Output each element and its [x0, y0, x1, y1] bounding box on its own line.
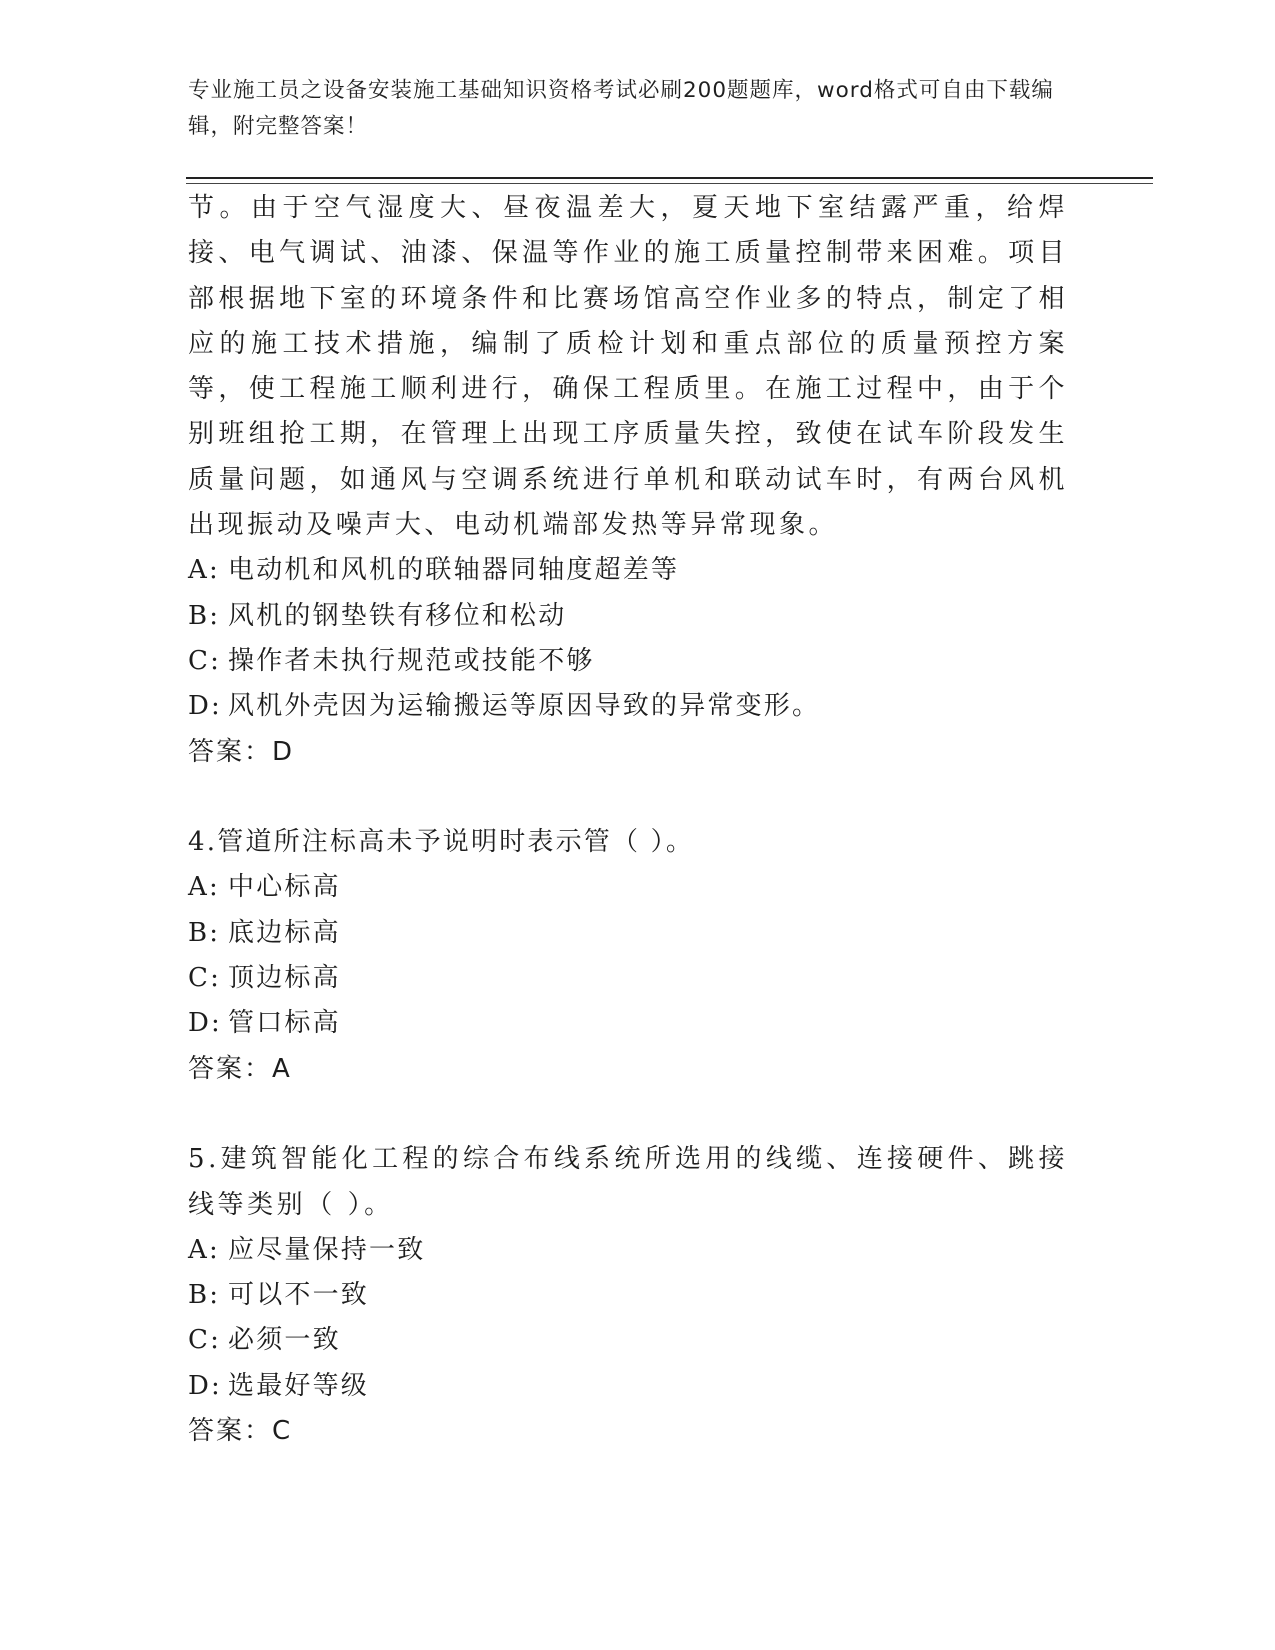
option-d	[188, 684, 1068, 729]
option-letter: D:	[188, 1370, 223, 1401]
document-header: 专业施工员之设备安装施工基础知识资格考试必刷200题题库，word格式可自由下载编辑，附完整答案！	[188, 78, 1054, 139]
option-text: 操作者未执行规范或技能不够	[228, 645, 595, 676]
option-text: 管口标高	[228, 1008, 341, 1039]
option-d	[188, 1001, 1068, 1046]
header-rule-thin	[186, 183, 1153, 184]
header-rule-thick	[186, 177, 1153, 179]
document-body	[188, 186, 1068, 1454]
option-text: 顶边标高	[228, 963, 341, 994]
option-letter: A:	[188, 555, 220, 586]
option-b	[188, 911, 1068, 956]
option-a	[188, 548, 1068, 593]
question-3-text: 节。由于空气湿度大、昼夜温差大，夏天地下室结露严重，给焊接、电气调试、油漆、保温等作业的施工质量控制带来困难。项目部根据地下室的环境条件和比赛场馆高空作业多的特点，制定了相应的施工技术措施，编制了质检计划和重点部位的质量预控方案等，使工程施工顺利进行，确保工程质里。在施工过程中，由于个别班组抢工期，在管理上出现工序质量失控，致使在试车阶段发生质量问题，如通风与空调系统进行单机和联动试车时，有两台风机出现振动及噪声大、电动机端部发热等异常现象。	[188, 193, 1068, 541]
option-text: 可以不一致	[228, 1280, 370, 1311]
option-a	[188, 1228, 1068, 1273]
option-letter: D:	[188, 691, 223, 722]
option-text: 风机外壳因为运输搬运等原因导致的异常变形。	[228, 691, 821, 722]
option-a	[188, 865, 1068, 910]
option-letter: B:	[188, 917, 221, 948]
option-letter: B:	[188, 600, 221, 631]
answer-5: 答案：C	[188, 1416, 293, 1447]
option-text: 风机的钢垫铁有移位和松动	[228, 600, 567, 631]
option-b	[188, 594, 1068, 639]
option-text: 底边标高	[228, 917, 341, 948]
option-text: 选最好等级	[228, 1370, 370, 1401]
option-c	[188, 1318, 1068, 1363]
option-text: 中心标高	[228, 872, 341, 903]
question-4-text: 4.管道所注标高未予说明时表示管（ ）。	[188, 827, 695, 858]
option-letter: A:	[188, 872, 220, 903]
option-letter: C:	[188, 963, 222, 994]
option-letter: A:	[188, 1234, 220, 1265]
option-letter: C:	[188, 1325, 222, 1356]
option-letter: D:	[188, 1008, 223, 1039]
answer-3: 答案：D	[188, 736, 295, 767]
option-text: 必须一致	[228, 1325, 341, 1356]
option-d	[188, 1364, 1068, 1409]
option-b	[188, 1273, 1068, 1318]
option-letter: B:	[188, 1280, 221, 1311]
spacer	[188, 775, 1068, 820]
answer-4: 答案：A	[188, 1053, 292, 1084]
option-letter: C:	[188, 645, 222, 676]
spacer	[188, 1092, 1068, 1137]
option-c	[188, 956, 1068, 1001]
question-5-text: 5.建筑智能化工程的综合布线系统所选用的线缆、连接硬件、跳接线等类别（ ）。	[188, 1144, 1068, 1220]
option-text: 电动机和风机的联轴器同轴度超差等	[228, 555, 680, 586]
option-text: 应尽量保持一致	[228, 1234, 426, 1265]
option-c	[188, 639, 1068, 684]
